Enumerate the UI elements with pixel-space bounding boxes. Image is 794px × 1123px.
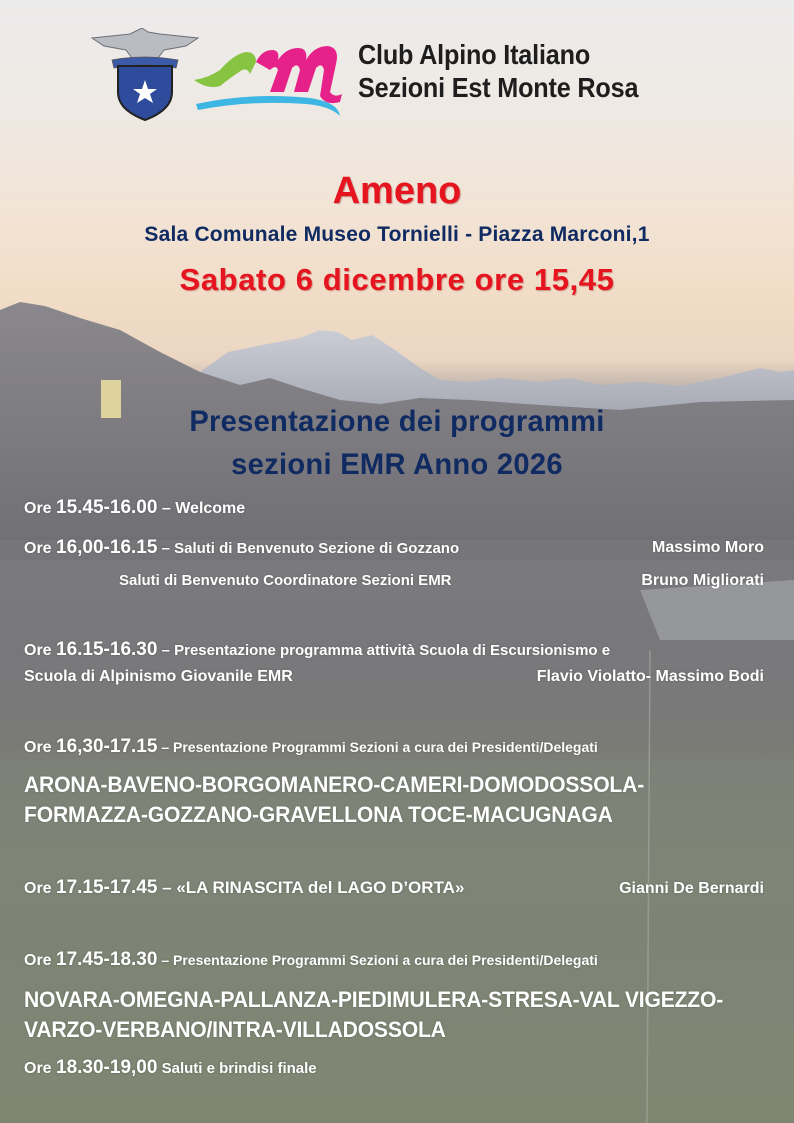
presentation-title (12, 400, 782, 486)
speaker-name: Bruno Migliorati (641, 572, 764, 589)
header (90, 28, 710, 128)
time-prefix: Ore (24, 739, 57, 756)
schedule-item (24, 736, 764, 758)
organization-name (358, 38, 638, 104)
schedule-item (24, 537, 764, 559)
time-prefix: Ore (24, 1060, 57, 1077)
time-range: 18.30-19,00 (56, 1057, 158, 1078)
sections-list-1-line1: ARONA-BAVENO-BORGOMANERO-CAMERI-DOMODOSSOLA- (24, 772, 645, 797)
organization-name-line1: Club Alpino Italiano (358, 39, 591, 70)
event-date: Sabato 6 dicembre ore 15,45 (179, 262, 615, 297)
time-prefix: Ore (24, 500, 57, 517)
time-prefix: Ore (24, 642, 57, 659)
presentation-title-line2: sezioni EMR Anno 2026 (231, 448, 563, 481)
speaker-name: Massimo Moro (651, 539, 764, 556)
time-range: 16,00-16.15 (56, 537, 158, 558)
organization-name-line2: Sezioni Est Monte Rosa (358, 72, 639, 103)
time-range: 17.15-17.45 (56, 877, 158, 898)
schedule-item (24, 497, 764, 519)
event-venue: Sala Comunale Museo Tornielli - Piazza Marconi,1 (144, 223, 650, 246)
schedule-item (24, 668, 764, 686)
item-description: – Saluti di Benvenuto Sezione di Gozzano (157, 540, 460, 557)
schedule-item (24, 877, 764, 899)
emr-logo-icon (190, 40, 350, 118)
schedule-item (24, 572, 764, 590)
cai-logo-icon (90, 28, 200, 124)
time-range: 15.45-16.00 (56, 497, 158, 518)
sections-list-2-line1: NOVARA-OMEGNA-PALLANZA-PIEDIMULERA-STRESA-VAL VIGEZZO- (24, 987, 724, 1012)
item-description: – «LA RINASCITA del LAGO D’ORTA» (157, 878, 465, 897)
time-range: 16.15-16.30 (56, 639, 158, 660)
time-prefix: Ore (24, 952, 57, 969)
speaker-name: Gianni De Bernardi (619, 880, 764, 897)
schedule-item (24, 639, 764, 661)
item-description: – Presentazione programma attività Scuola di Escursionismo e (157, 642, 611, 659)
item-description: Saluti di Benvenuto Coordinatore Sezioni EMR (119, 572, 452, 589)
presentation-title-line1: Presentazione dei programmi (189, 405, 605, 438)
time-range: 17.45-18.30 (56, 949, 158, 970)
item-description: Saluti e brindisi finale (157, 1060, 317, 1077)
speaker-name: Flavio Violatto- Massimo Bodi (536, 668, 764, 685)
sections-list-2-line2: VARZO-VERBANO/INTRA-VILLADOSSOLA (24, 1017, 446, 1042)
schedule-item (24, 949, 764, 971)
sections-list-1-line2: FORMAZZA-GOZZANO-GRAVELLONA TOCE-MACUGNAGA (24, 802, 613, 827)
item-description: – Welcome (157, 500, 246, 517)
time-range: 16,30-17.15 (56, 736, 158, 757)
item-description: Scuola di Alpinismo Giovanile EMR (24, 668, 293, 685)
event-town: Ameno (332, 170, 462, 212)
time-prefix: Ore (24, 880, 57, 897)
schedule-item (24, 1057, 764, 1079)
item-description: – Presentazione Programmi Sezioni a cura dei Presidenti/Delegati (157, 739, 598, 755)
time-prefix: Ore (24, 540, 57, 557)
item-description: – Presentazione Programmi Sezioni a cura dei Presidenti/Delegati (157, 952, 598, 968)
